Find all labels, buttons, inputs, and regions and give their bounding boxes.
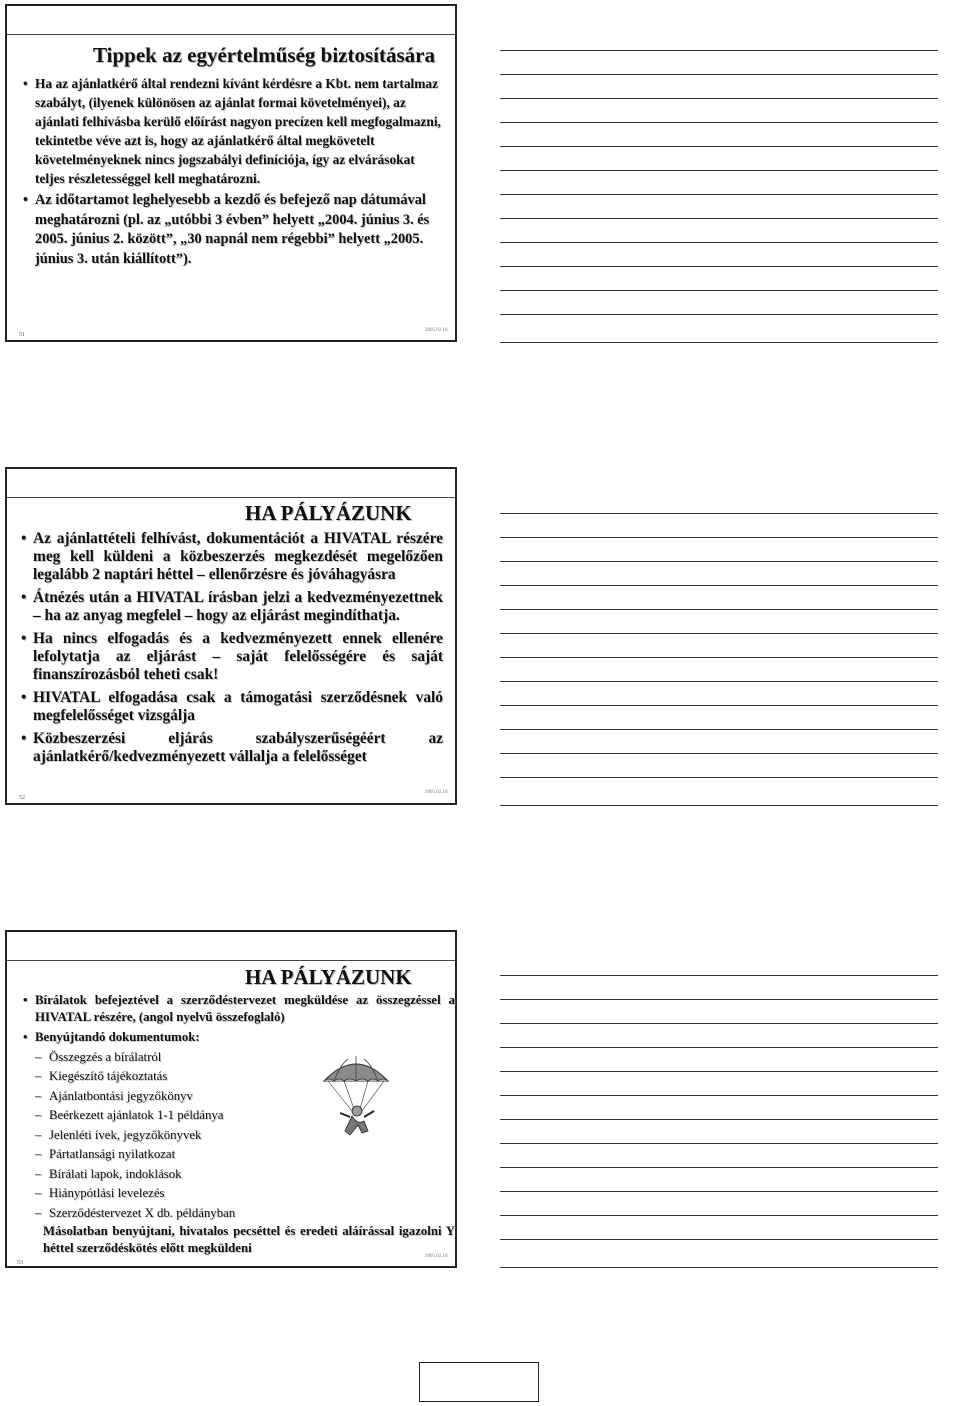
bullet-item: • Ha nincs elfogadás és a kedvezményezett ennek ellenére lefolytatja az eljárást – saját felelősségére és saját finanszírozásból teheti csak! <box>21 630 443 684</box>
slide-footer: 2005.02.16. <box>425 790 449 795</box>
bullet-item: • Benyújtandó dokumentumok: <box>23 1029 455 1046</box>
slide-52 <box>5 467 457 805</box>
bullet-item: • Ha az ajánlatkérő által rendezni kívánt kérdésre a Kbt. nem tartalmaz szabályt, (ilyenek különösen az ajánlat formai követelményei), az ajánlati felhívásba kerülő előírást nagyon precízen kell megfogalmazni, tekintetbe véve azt is, hogy az ajánlatkérő által megkövetelt követelményeknek nincs jogszabályi definíciója, így az elvárásokat teljes részletességgel kell meghatározni. <box>23 74 443 188</box>
slide-51 <box>5 4 457 342</box>
slide-header-band <box>7 469 455 498</box>
bullet-item: • HIVATAL elfogadása csak a támogatási szerződésnek való megfelelősséget vizsgálja <box>21 689 443 725</box>
page-number: 53 <box>17 1260 23 1266</box>
closing-note: Másolatban benyújtani, hivatalos pecséttel és eredeti aláírással igazolni Y héttel szerződéskötés előtt megküldeni <box>43 1224 455 1255</box>
bullet-item: • Az időtartamot leghelyesebb a kezdő és befejező nap dátumával meghatározni (pl. az „utóbbi 3 évben” helyett „2004. június 3. és 2005. június 2. között”, „30 napnál nem régebbi” helyett „2005. június 3. után kiállított”). <box>23 191 443 269</box>
bullet-list <box>21 530 443 766</box>
sub-bullet-item: – Bírálati lapok, indoklások <box>23 1166 455 1183</box>
slide-header-band <box>7 6 455 35</box>
slide-title: Tippek az egyértelműség biztosítására <box>93 43 435 67</box>
sub-bullet-item: – Összegzés a bírálatról <box>23 1049 455 1066</box>
page-number: 51 <box>19 332 25 338</box>
parachutist-icon <box>320 1053 392 1143</box>
slide-header-band <box>7 932 455 961</box>
page-number: 52 <box>19 795 25 801</box>
page-number-box <box>419 1362 539 1402</box>
slide-53 <box>5 930 457 1268</box>
bullet-item: • Közbeszerzési eljárás szabályszerűségéért az ajánlatkérő/kedvezményezett vállalja a felelősséget <box>21 730 443 766</box>
bullet-list <box>23 74 443 269</box>
sub-bullet-item: – Hiánypótlási levelezés <box>23 1185 455 1202</box>
slide-footer: 2005.02.16. <box>425 328 449 333</box>
bullet-item: • Bírálatok befejeztével a szerződéstervezet megküldése az összegzéssel a HIVATAL részére, (angol nyelvű összefoglaló) <box>23 992 455 1025</box>
slide-title: HA PÁLYÁZUNK <box>245 965 412 989</box>
sub-bullet-item: – Ajánlatbontási jegyzőkönyv <box>23 1088 455 1105</box>
sub-bullet-item: – Kiegészítő tájékoztatás <box>23 1068 455 1085</box>
sub-bullet-item: – Pártatlansági nyilatkozat <box>23 1146 455 1163</box>
slide-footer: 2005.02.16. <box>425 1254 449 1259</box>
bullet-item: • Az ajánlattételi felhívást, dokumentációt a HIVATAL részére meg kell küldeni a közbeszerzés megkezdését megelőzően legalább 2 naptári héttel – ellenőrzésre és jóváhagyásra <box>21 530 443 584</box>
sub-bullet-item: – Jelenléti ívek, jegyzőkönyvek <box>23 1127 455 1144</box>
sub-bullet-item: – Szerződéstervezet X db. példányban <box>23 1205 455 1222</box>
slide-title: HA PÁLYÁZUNK <box>245 501 412 525</box>
bullet-item: • Átnézés után a HIVATAL írásban jelzi a kedvezményezettnek – ha az anyag megfelel – hogy az eljárást megindíthatja. <box>21 589 443 625</box>
sub-bullet-item: – Beérkezett ajánlatok 1-1 példánya <box>23 1107 455 1124</box>
